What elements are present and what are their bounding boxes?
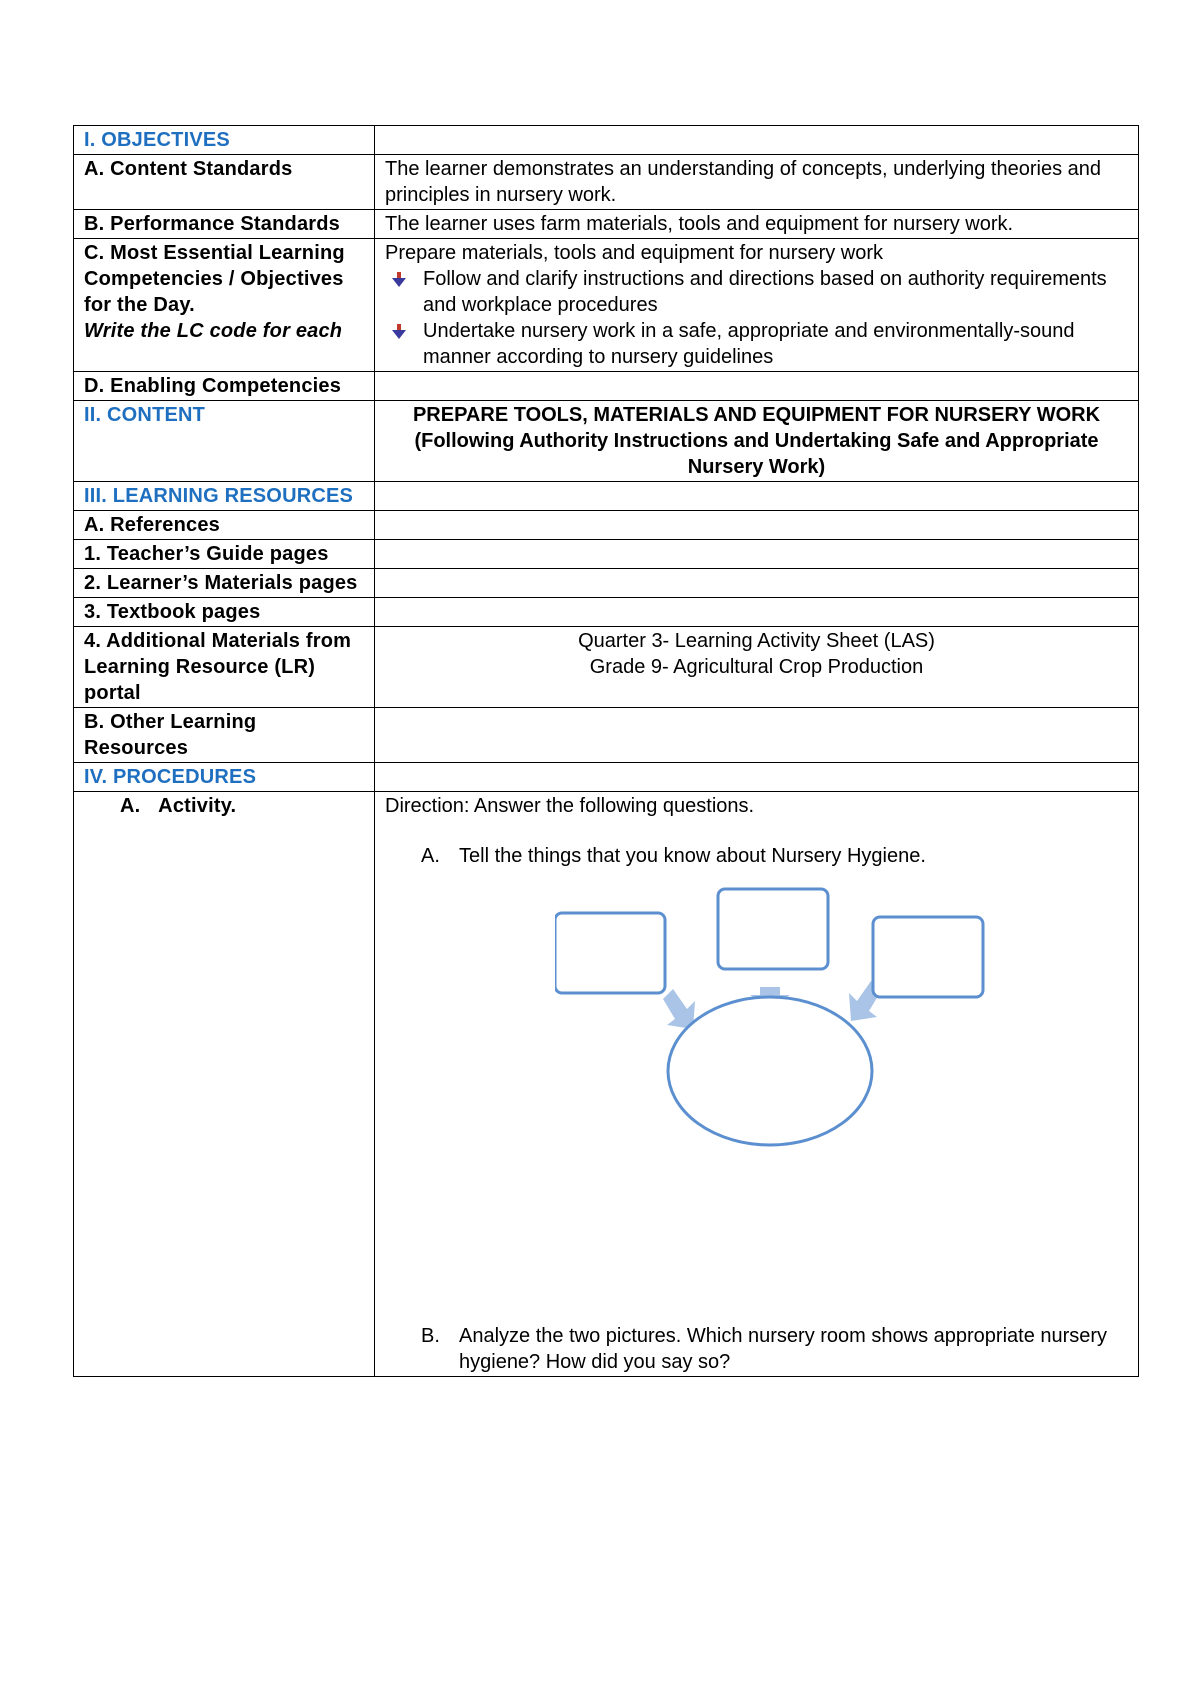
learners-materials-value bbox=[375, 569, 1139, 598]
question-a-text: Tell the things that you know about Nursery Hygiene. bbox=[459, 845, 926, 867]
nursery-hygiene-concept-map bbox=[555, 883, 995, 1213]
content-heading: II. CONTENT bbox=[74, 401, 375, 482]
row-textbook bbox=[74, 598, 1139, 627]
row-enabling bbox=[74, 372, 1139, 401]
enabling-label: D. Enabling Competencies bbox=[74, 372, 375, 401]
melc-list bbox=[385, 266, 1128, 370]
melc-label-italic: Write the LC code for each bbox=[84, 320, 343, 342]
procedures-heading: IV. PROCEDURES bbox=[74, 763, 375, 792]
melc-item bbox=[423, 266, 1128, 318]
row-references bbox=[74, 511, 1139, 540]
melc-intro: Prepare materials, tools and equipment for nursery work bbox=[385, 242, 884, 264]
activity-content-cell bbox=[375, 792, 1139, 1377]
row-melc bbox=[74, 239, 1139, 372]
other-resources-value bbox=[375, 708, 1139, 763]
content-subtitle: (Following Authority Instructions and Undertaking Safe and Appropriate Nursery Work) bbox=[414, 430, 1099, 478]
question-b bbox=[385, 1323, 1128, 1375]
enabling-value bbox=[375, 372, 1139, 401]
additional-line-2: Grade 9- Agricultural Crop Production bbox=[589, 656, 924, 678]
references-value bbox=[375, 511, 1139, 540]
down-arrow-bullet-icon bbox=[391, 324, 407, 340]
down-arrow-bullet-icon bbox=[391, 272, 407, 288]
melc-item bbox=[423, 318, 1128, 370]
teachers-guide-label: 1. Teacher’s Guide pages bbox=[74, 540, 375, 569]
references-label: A. References bbox=[74, 511, 375, 540]
right-box-shape bbox=[873, 917, 983, 997]
left-box-shape bbox=[555, 913, 665, 993]
performance-standards-value: The learner uses farm materials, tools and equipment for nursery work. bbox=[375, 210, 1139, 239]
middle-box-shape bbox=[718, 889, 828, 969]
row-content-standards bbox=[74, 155, 1139, 210]
performance-standards-label: B. Performance Standards bbox=[74, 210, 375, 239]
textbook-label: 3. Textbook pages bbox=[74, 598, 375, 627]
learning-resources-heading: III. LEARNING RESOURCES bbox=[74, 482, 375, 511]
row-performance-standards bbox=[74, 210, 1139, 239]
row-other-resources bbox=[74, 708, 1139, 763]
procedures-value bbox=[375, 763, 1139, 792]
objectives-value bbox=[375, 126, 1139, 155]
activity-letter: A. bbox=[120, 795, 141, 817]
melc-value-cell bbox=[375, 239, 1139, 372]
textbook-value bbox=[375, 598, 1139, 627]
content-standards-value: The learner demonstrates an understanding of concepts, underlying theories and principles in nursery work. bbox=[375, 155, 1139, 210]
learners-materials-label: 2. Learner’s Materials pages bbox=[74, 569, 375, 598]
row-content bbox=[74, 401, 1139, 482]
row-objectives bbox=[74, 126, 1139, 155]
question-a-label: A. bbox=[421, 845, 440, 867]
daily-lesson-log-table bbox=[73, 125, 1139, 1377]
row-additional-materials bbox=[74, 627, 1139, 708]
direction-text: Direction: Answer the following questions. bbox=[385, 795, 755, 817]
content-standards-label: A. Content Standards bbox=[74, 155, 375, 210]
row-learners-materials bbox=[74, 569, 1139, 598]
content-value-cell bbox=[375, 401, 1139, 482]
melc-label-cell bbox=[74, 239, 375, 372]
other-resources-label: B. Other Learning Resources bbox=[74, 708, 375, 763]
additional-materials-label: 4. Additional Materials from Learning Resource (LR) portal bbox=[74, 627, 375, 708]
teachers-guide-value bbox=[375, 540, 1139, 569]
learning-resources-value bbox=[375, 482, 1139, 511]
question-b-text: Analyze the two pictures. Which nursery room shows appropriate nursery hygiene? How did you say so? bbox=[459, 1325, 1108, 1373]
activity-label: Activity. bbox=[158, 795, 237, 817]
row-activity bbox=[74, 792, 1139, 1377]
question-a bbox=[385, 843, 1128, 869]
activity-label-cell bbox=[74, 792, 375, 1377]
row-procedures bbox=[74, 763, 1139, 792]
melc-label: C. Most Essential Learning Competencies / Objectives for the Day. bbox=[84, 242, 345, 316]
content-title: PREPARE TOOLS, MATERIALS AND EQUIPMENT FOR NURSERY WORK bbox=[412, 404, 1101, 426]
question-b-label: B. bbox=[421, 1325, 440, 1347]
melc-item-text: Follow and clarify instructions and directions based on authority requirements and workplace procedures bbox=[423, 268, 1107, 316]
additional-materials-value bbox=[375, 627, 1139, 708]
additional-line-1: Quarter 3- Learning Activity Sheet (LAS) bbox=[578, 630, 935, 652]
objectives-heading: I. OBJECTIVES bbox=[74, 126, 375, 155]
center-oval-shape bbox=[668, 997, 872, 1145]
row-teachers-guide bbox=[74, 540, 1139, 569]
row-learning-resources bbox=[74, 482, 1139, 511]
melc-item-text: Undertake nursery work in a safe, appropriate and environmentally-sound manner according to nursery guidelines bbox=[423, 320, 1075, 368]
